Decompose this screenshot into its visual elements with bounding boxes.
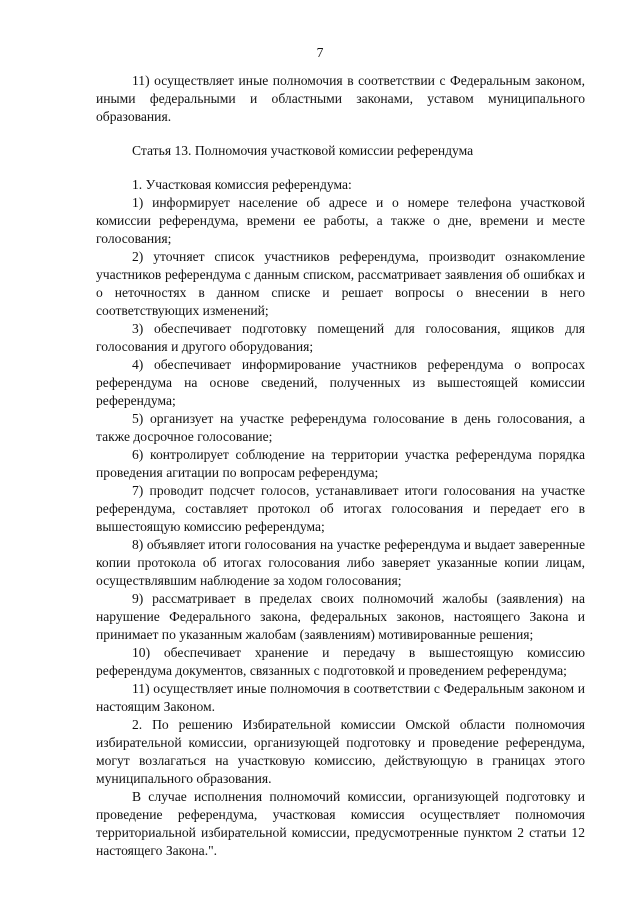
paragraph: 1) информирует население об адресе и о номере телефона участковой комиссии референдума, времени ее работы, а также о дне, времени и месте голосования;	[96, 195, 585, 246]
paragraph: 2) уточняет список участников референдума, производит ознакомление участников референдума с данным списком, рассматривает заявления об ошибках и о неточностях в данном списке и решает вопросы о внесении в него соответствующих изменений;	[96, 249, 585, 318]
page-number: 7	[316, 45, 324, 60]
paragraph: 4) обеспечивает информирование участников референдума о вопросах референдума на основе сведений, полученных из вышестоящей комиссии референдума;	[96, 357, 585, 408]
paragraph: 11) осуществляет иные полномочия в соответствии с Федеральным законом и настоящим Законом.	[96, 681, 585, 714]
paragraph: В случае исполнения полномочий комиссии, организующей подготовку и проведение референдума, участковая комиссия осуществляет полномочия территориальной избирательной комиссии, предусмотренные пунктом 2 статьи 12 настоящего Закона.".	[96, 789, 585, 858]
article-heading: Статья 13. Полномочия участковой комиссии референдума	[132, 143, 474, 158]
paragraph: 9) рассматривает в пределах своих полномочий жалобы (заявления) на нарушение Федерального закона, федеральных законов, настоящего Закона и принимает по указанным жалобам (заявлениям) мотивированные решения;	[96, 591, 585, 642]
paragraph: 10) обеспечивает хранение и передачу в вышестоящую комиссию референдума документов, связанных с подготовкой и проведением референдума;	[96, 645, 585, 678]
paragraph-top-item: 11) осуществляет иные полномочия в соответствии с Федеральным законом, иными федеральными и областными законами, уставом муниципального образования.	[96, 73, 585, 124]
paragraph: 5) организует на участке референдума голосование в день голосования, а также досрочное голосование;	[96, 411, 585, 444]
paragraph: 6) контролирует соблюдение на территории участка референдума порядка проведения агитации по вопросам референдума;	[96, 447, 585, 480]
paragraph: 2. По решению Избирательной комиссии Омской области полномочия избирательной комиссии, организующей подготовку и проведение референдума, могут возлагаться на участковую комиссию, действующую в границах этого муниципального образования.	[96, 717, 585, 786]
document-body	[96, 72, 585, 860]
paragraph: 7) проводит подсчет голосов, устанавливает итоги голосования на участке референдума, составляет протокол об итогах голосования и передает его в вышестоящую комиссию референдума;	[96, 483, 585, 534]
paragraph: 3) обеспечивает подготовку помещений для голосования, ящиков для голосования и другого оборудования;	[96, 321, 585, 354]
paragraph: 1. Участковая комиссия референдума:	[132, 177, 352, 192]
paragraph: 8) объявляет итоги голосования на участке референдума и выдает заверенные копии протокола об итогах голосования либо заверяет указанные копии лицам, осуществлявшим наблюдение за ходом голосования;	[96, 537, 585, 588]
